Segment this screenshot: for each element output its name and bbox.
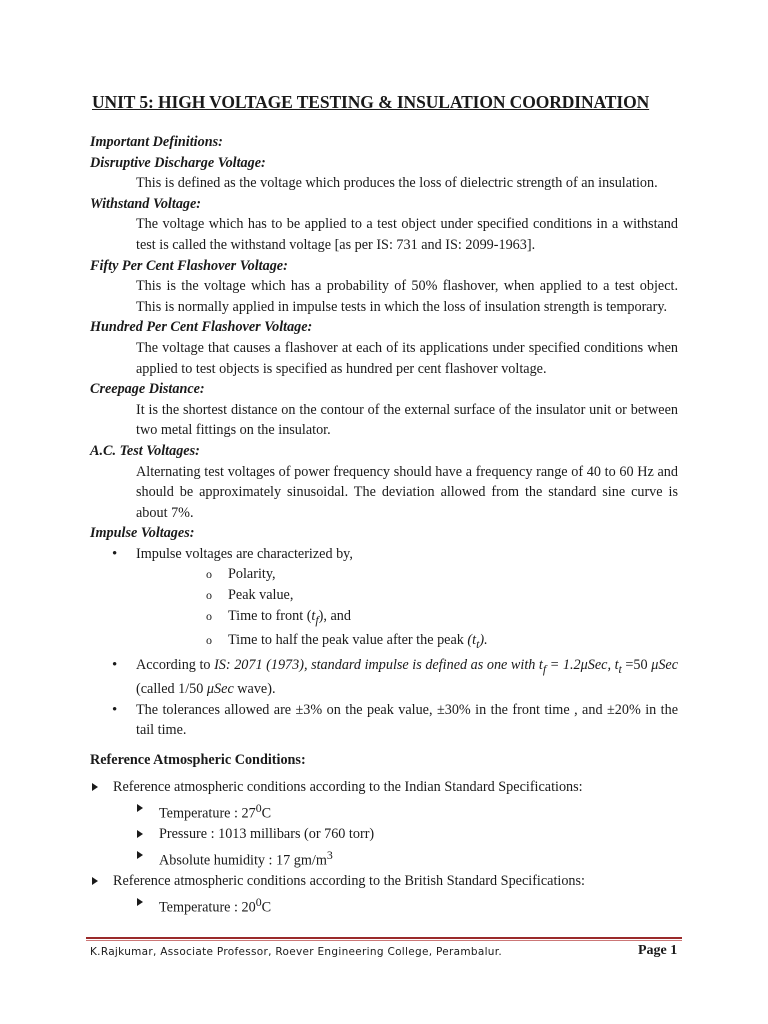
subscript: f: [542, 661, 547, 676]
definition-text: This is defined as the voltage which produces the loss of dielectric strength of an insulation.: [136, 175, 658, 192]
text: Temperature : 20: [159, 899, 256, 916]
triangle-sub-item: [90, 845, 678, 871]
definition-term: Disruptive Discharge Voltage:: [90, 154, 266, 171]
definition-text: Alternating test voltages of power frequency should have a frequency range of 40 to 60 Hz and should be approximately sinusoidal. The deviation allowed from the standard sine curve is about 7%.: [136, 463, 678, 521]
mu-symbol: μ: [651, 656, 659, 673]
subscript: t: [618, 661, 622, 676]
list-item: • The tolerances allowed are ±3% on the peak value, ±30% in the front time , and ±20% in the tail time.: [90, 700, 678, 741]
text: Absolute humidity : 17 gm/m: [159, 852, 327, 869]
mu-symbol: μ: [206, 680, 215, 697]
text-italic: = 1.2: [546, 656, 581, 673]
text: C: [261, 899, 272, 916]
sub-text: Time to half the peak value after the peak: [228, 632, 468, 649]
page-number: Page 1: [638, 943, 678, 958]
superscript: 0: [255, 894, 262, 909]
definition-term: Fifty Per Cent Flashover Voltage:: [90, 257, 288, 274]
definition-term: Withstand Voltage:: [90, 195, 202, 212]
triangle-bullet-item: Reference atmospheric conditions according to the Indian Standard Specifications:: [90, 777, 678, 798]
definition-text: This is the voltage which has a probability of 50% flashover, when applied to a test object. This is normally applied in impulse tests in which the loss of insulation strength is temporary.: [136, 278, 678, 315]
sub-text: ).: [479, 632, 488, 649]
definition-term: A.C. Test Voltages:: [90, 442, 200, 459]
footer-divider-thin: [86, 940, 682, 941]
var-t: t: [311, 607, 316, 624]
text: =50: [621, 656, 652, 673]
superscript: 3: [326, 847, 333, 862]
triangle-sub-item: [90, 798, 678, 824]
sub-list-item: [136, 630, 678, 654]
definition-term: Impulse Voltages:: [90, 525, 195, 542]
var-subscript: f: [315, 612, 319, 627]
footer-divider: [86, 937, 682, 939]
section-heading: Important Definitions:: [90, 134, 223, 150]
bullet-text: Impulse voltages are characterized by,: [136, 545, 353, 562]
main-content: [90, 132, 678, 918]
text: According to: [136, 656, 215, 673]
text-italic: Sec: [214, 680, 234, 697]
text-italic: Sec: [658, 656, 679, 673]
page-title: UNIT 5: HIGH VOLTAGE TESTING & INSULATION COORDINATION: [92, 92, 650, 112]
text-italic: IS: 2071 (1973), standard impulse is defined as one with t: [214, 656, 543, 673]
definition-term: Hundred Per Cent Flashover Voltage:: [90, 319, 313, 336]
footer-author: K.Rajkumar, Associate Professor, Roever Engineering College, Perambalur.: [90, 946, 503, 958]
text: C: [261, 805, 272, 822]
text: wave).: [233, 680, 276, 697]
text: (called 1/50: [136, 680, 207, 697]
text-italic: Sec, t: [587, 656, 619, 673]
sub-list-item: o Peak value,: [136, 585, 678, 606]
sub-list-item: [136, 606, 678, 630]
triangle-sub-item: Pressure : 1013 millibars (or 760 torr): [90, 824, 678, 845]
mu-symbol: μ: [580, 656, 588, 673]
sub-text: Time to front (: [228, 607, 312, 624]
text: Temperature : 27: [159, 805, 256, 822]
impulse-sub-list: [136, 564, 678, 654]
definition-term: Creepage Distance:: [90, 381, 205, 398]
definition-text: The voltage which has to be applied to a test object under specified conditions in a withstand test is called the withstand voltage [as per IS: 731 and IS: 2099-1963].: [136, 216, 678, 253]
sub-text: ), and: [318, 607, 351, 624]
var-subscript: t: [476, 636, 480, 651]
definition-text: It is the shortest distance on the contour of the external surface of the insulator unit or between two metal fittings on the insulator.: [136, 401, 678, 439]
list-item: [90, 655, 678, 700]
impulse-bullet-list: [90, 544, 678, 741]
reference-heading: Reference Atmospheric Conditions:: [90, 751, 306, 768]
sub-list-item: o Polarity,: [136, 564, 678, 585]
list-item: [90, 544, 678, 655]
triangle-bullet-item: Reference atmospheric conditions according to the British Standard Specifications:: [90, 871, 678, 892]
superscript: 0: [255, 800, 262, 815]
definition-text: The voltage that causes a flashover at each of its applications under specified conditions when applied to test objects is specified as hundred per cent flashover voltage.: [136, 339, 678, 377]
var-t: (t: [467, 632, 477, 649]
triangle-sub-item: [90, 892, 678, 918]
